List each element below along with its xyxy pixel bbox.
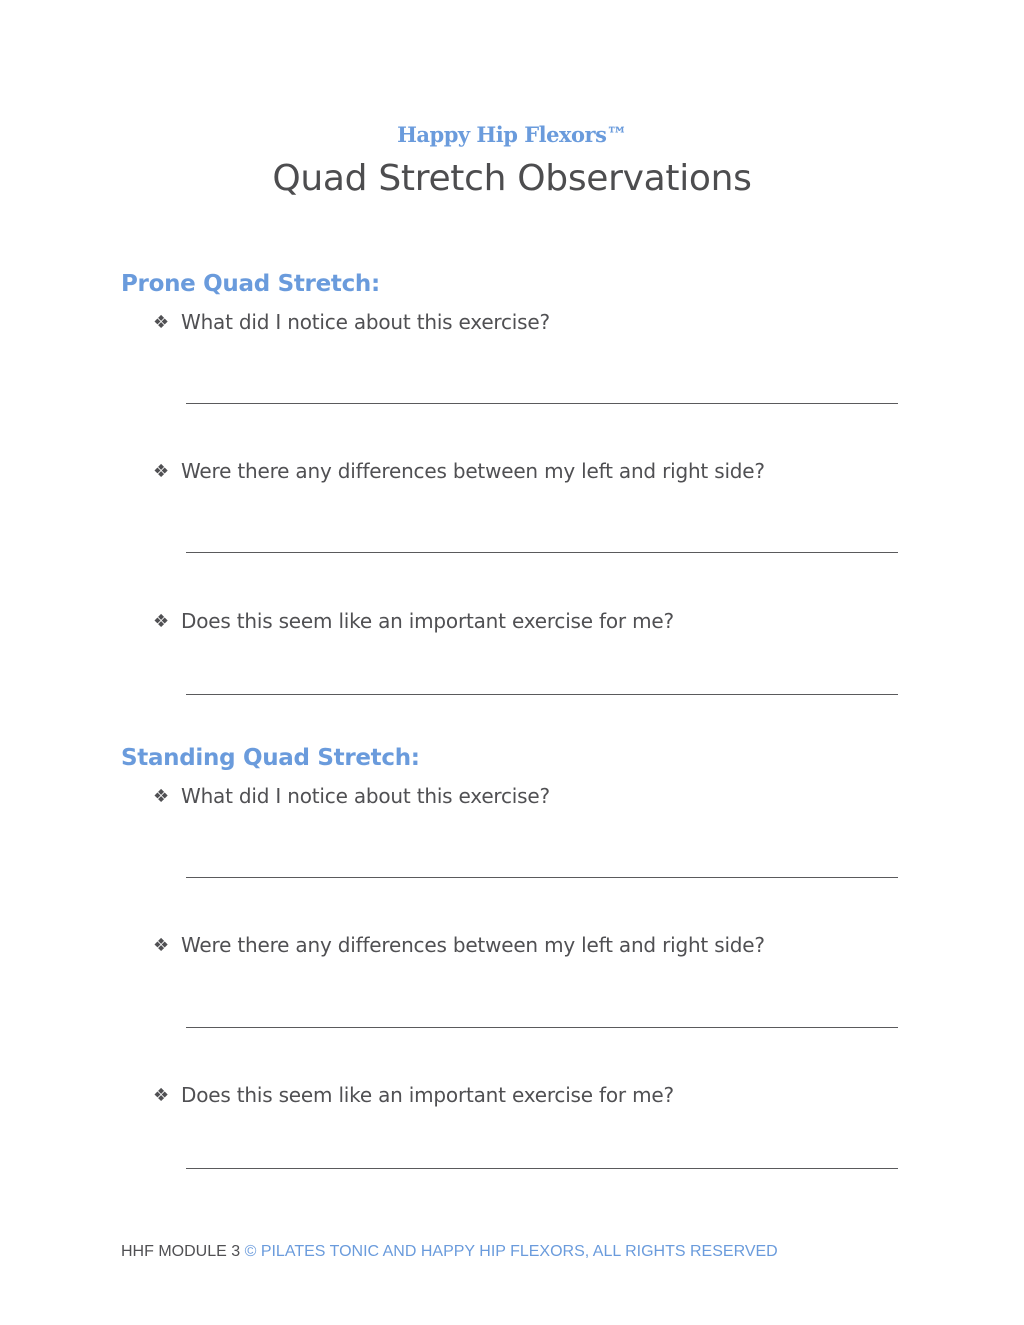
- question-item: [153, 609, 674, 633]
- question-text: Were there any differences between my left and right side?: [181, 933, 765, 957]
- page-title: Quad Stretch Observations: [272, 158, 752, 199]
- section-heading-standing: Standing Quad Stretch:: [121, 745, 420, 771]
- diamond-bullet-icon: ❖: [153, 311, 169, 333]
- section-heading-prone: Prone Quad Stretch:: [121, 271, 380, 297]
- question-text: Does this seem like an important exercise for me?: [181, 1083, 674, 1107]
- footer-copyright: © PILATES TONIC AND HAPPY HIP FLEXORS, ALL RIGHTS RESERVED: [244, 1243, 778, 1260]
- question-item: [153, 1083, 674, 1107]
- answer-line[interactable]: [186, 1168, 898, 1169]
- answer-line[interactable]: [186, 877, 898, 878]
- footer-module-label: HHF MODULE 3: [121, 1243, 241, 1260]
- question-item: [153, 459, 765, 483]
- brand-name: Happy Hip Flexors™: [397, 122, 627, 147]
- answer-line[interactable]: [186, 694, 898, 695]
- answer-line[interactable]: [186, 403, 898, 404]
- diamond-bullet-icon: ❖: [153, 785, 169, 807]
- question-text: What did I notice about this exercise?: [181, 784, 550, 808]
- question-item: [153, 310, 550, 334]
- answer-line[interactable]: [186, 1027, 898, 1028]
- diamond-bullet-icon: ❖: [153, 1084, 169, 1106]
- question-text: Does this seem like an important exercise for me?: [181, 609, 674, 633]
- question-item: [153, 784, 550, 808]
- page-footer: [121, 1243, 778, 1261]
- diamond-bullet-icon: ❖: [153, 934, 169, 956]
- question-item: [153, 933, 765, 957]
- diamond-bullet-icon: ❖: [153, 460, 169, 482]
- diamond-bullet-icon: ❖: [153, 610, 169, 632]
- question-text: What did I notice about this exercise?: [181, 310, 550, 334]
- answer-line[interactable]: [186, 552, 898, 553]
- question-text: Were there any differences between my left and right side?: [181, 459, 765, 483]
